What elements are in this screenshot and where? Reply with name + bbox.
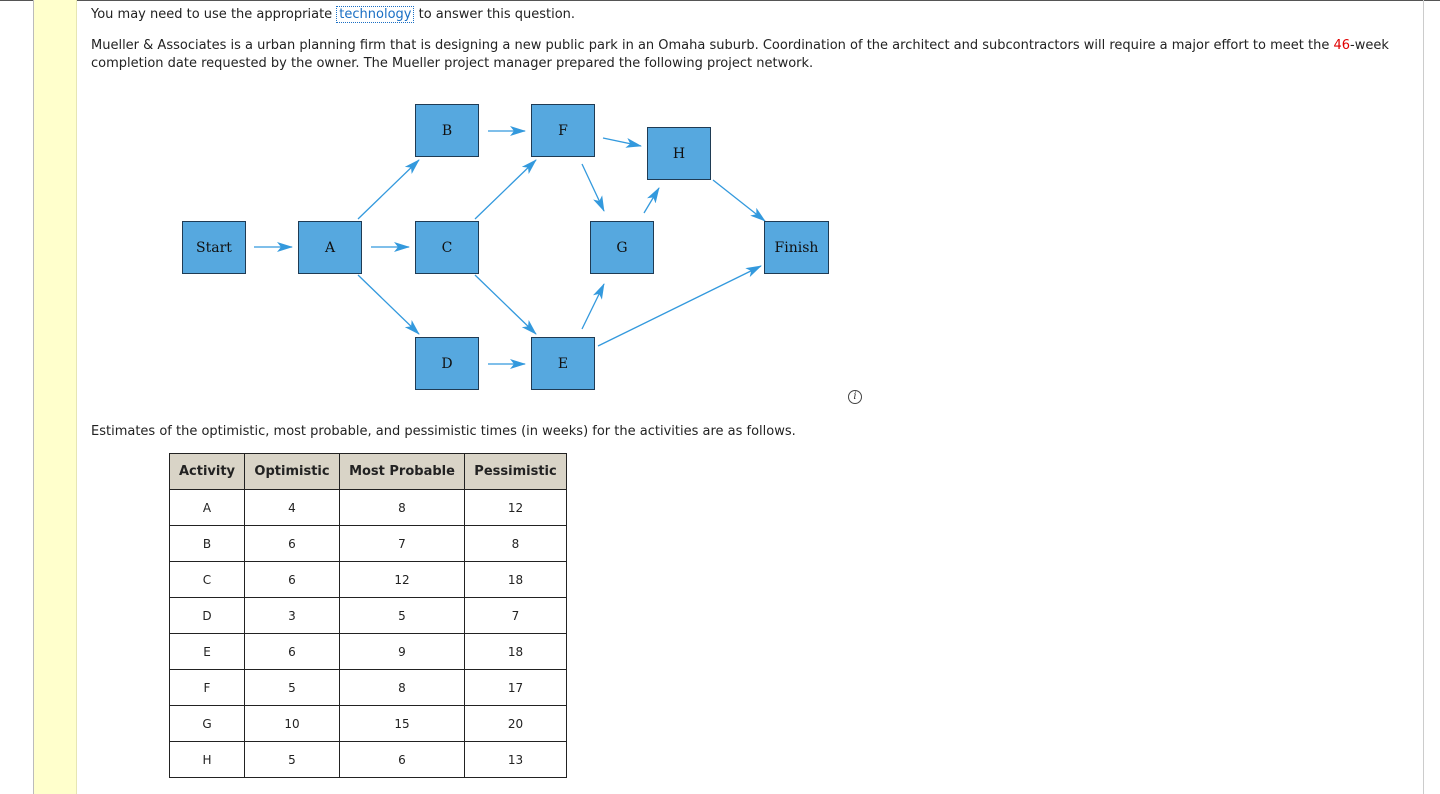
node-c: C [415,221,479,274]
cell-most-probable: 9 [340,634,465,670]
node-finish: Finish [764,221,829,274]
cell-optimistic: 6 [245,526,340,562]
right-border [1423,0,1424,794]
cell-activity: G [170,706,245,742]
arrow-c-e [475,275,536,334]
table-row [170,742,567,778]
arrow-e-g [582,284,604,329]
cell-most-probable: 6 [340,742,465,778]
cell-most-probable: 7 [340,526,465,562]
cell-most-probable: 8 [340,490,465,526]
cell-activity: C [170,562,245,598]
paragraph-text-1: Mueller & Associates is a urban planning firm that is designing a new public park in an Omaha suburb. Coordination of the architect and subcontractors will require a major effort to meet the [91,38,1334,53]
table-row [170,670,567,706]
arrow-a-d [358,275,419,334]
problem-paragraph [91,37,1411,73]
arrow-e-finish [598,266,761,346]
table-row [170,490,567,526]
cell-most-probable: 8 [340,670,465,706]
arrow-c-f [475,160,536,219]
node-h: H [647,127,711,180]
node-g: G [590,221,654,274]
arrow-g-h [644,188,659,213]
question-text [91,6,1411,73]
table-row [170,562,567,598]
cell-optimistic: 10 [245,706,340,742]
cell-activity: A [170,490,245,526]
paragraph-text-2: -week completion date requested by the owner. The Mueller project manager prepared the following project network. [91,38,1389,71]
table-row [170,706,567,742]
cell-pessimistic: 20 [465,706,567,742]
node-f: F [531,104,595,157]
arrow-f-g [582,164,604,211]
activity-times-table [169,453,567,778]
cell-pessimistic: 18 [465,634,567,670]
intro-text-before: You may need to use the appropriate [91,7,337,22]
node-e: E [531,337,595,390]
cell-activity: D [170,598,245,634]
cell-optimistic: 4 [245,490,340,526]
node-b: B [415,104,479,157]
cell-activity: B [170,526,245,562]
node-a: A [298,221,362,274]
cell-activity: E [170,634,245,670]
header-optimistic: Optimistic [245,454,340,490]
cell-optimistic: 6 [245,562,340,598]
cell-pessimistic: 7 [465,598,567,634]
cell-pessimistic: 18 [465,562,567,598]
cell-activity: H [170,742,245,778]
top-rule [0,0,1440,1]
question-margin-strip [34,0,77,794]
technology-note [91,6,1411,24]
cell-most-probable: 15 [340,706,465,742]
table-header-row [170,454,567,490]
cell-optimistic: 3 [245,598,340,634]
technology-link[interactable]: technology [336,6,414,23]
node-start: Start [182,221,246,274]
cell-pessimistic: 8 [465,526,567,562]
arrow-f-h [603,138,641,146]
table-row [170,598,567,634]
cell-activity: F [170,670,245,706]
cell-optimistic: 5 [245,742,340,778]
cell-optimistic: 5 [245,670,340,706]
arrow-a-b [358,160,419,219]
cell-pessimistic: 13 [465,742,567,778]
intro-text-after: to answer this question. [414,7,576,22]
node-d: D [415,337,479,390]
cell-optimistic: 6 [245,634,340,670]
cell-most-probable: 5 [340,598,465,634]
estimates-text: Estimates of the optimistic, most probable, and pessimistic times (in weeks) for the activities are as follows. [91,424,796,439]
info-icon[interactable]: i [848,390,862,404]
cell-most-probable: 12 [340,562,465,598]
header-activity: Activity [170,454,245,490]
header-pessimistic: Pessimistic [465,454,567,490]
table-row [170,526,567,562]
cell-pessimistic: 17 [465,670,567,706]
header-most-probable: Most Probable [340,454,465,490]
completion-weeks-value: 46 [1333,38,1351,53]
table-row [170,634,567,670]
arrow-h-finish [713,180,765,221]
cell-pessimistic: 12 [465,490,567,526]
